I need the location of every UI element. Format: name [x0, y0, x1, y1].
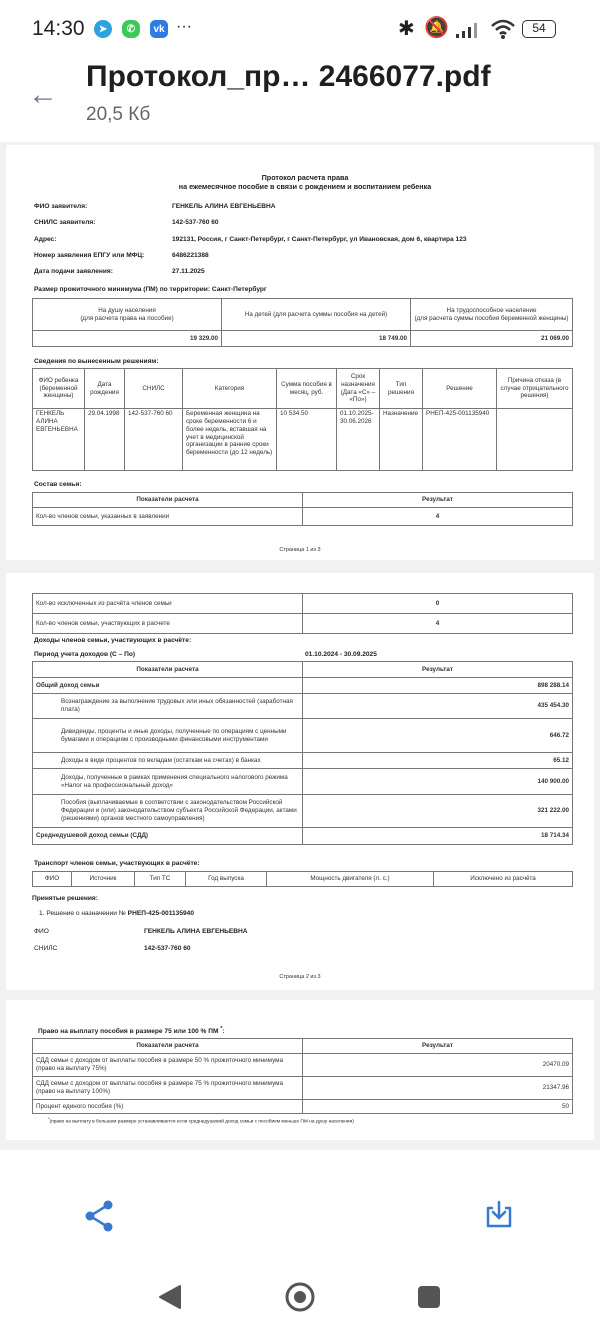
field-label: Дата подачи заявления:	[34, 268, 113, 276]
row-value: 140 900.00	[303, 769, 573, 795]
field-label: СНИЛС заявителя:	[34, 219, 96, 227]
table-row	[33, 828, 573, 845]
column-header: ФИО ребенка (беременной женщины)	[33, 369, 85, 409]
row-label: Общий доход семьи	[33, 678, 303, 694]
page-number: Страница 1 из 3	[279, 547, 321, 553]
pdf-page-3	[6, 1000, 594, 1140]
column-header: Тип решения	[380, 369, 423, 409]
income-heading: Доходы членов семьи, участвующих в расчёте:	[34, 637, 192, 644]
wifi-icon	[490, 18, 516, 40]
row-label: Дивиденды, проценты и иные доходы, полученные по операциям с ценными бумагами и операциям с производными финансовыми инструментами	[33, 719, 303, 753]
column-header: Причина отказа (в случае отрицательного решения)	[497, 369, 573, 409]
snils-value: 142-537-760 60	[144, 945, 191, 952]
clock: 14:30	[32, 17, 85, 40]
pdf-page-1	[6, 145, 594, 560]
row-label: Среднедушевой доход семьи (СДД)	[33, 828, 303, 845]
field-label: Адрес:	[34, 235, 57, 243]
battery-indicator: 54	[522, 20, 556, 38]
column-header: Срок назначения (Дата «С» – «По»)	[337, 369, 380, 409]
column-header: Исключено из расчёта	[434, 872, 573, 887]
page-number: Страница 2 из 3	[279, 974, 321, 980]
snils-label: СНИЛС	[34, 945, 58, 952]
family-table: Показатели расчета Результат Кол-во членов семьи, указанных в заявлении 4	[32, 492, 573, 526]
decisions-heading: Сведения по вынесенным решениям:	[34, 358, 159, 365]
column-header: Дата рождения	[85, 369, 125, 409]
field-value: ГЕНКЕЛЬ АЛИНА ЕВГЕНЬЕВНА	[172, 203, 276, 210]
period-label: Период учета доходов (С – По)	[34, 651, 136, 658]
share-icon[interactable]	[84, 1200, 114, 1232]
row-label: Вознаграждение за выполнение трудовых или иных обязанностей (заработная плата)	[33, 694, 303, 719]
row-label: Доходы в виде процентов по вкладам (остаткам на счетах) в банках	[33, 753, 303, 769]
table-cell: 142-537-760 60	[125, 409, 183, 471]
field-value: 142-537-760 60	[172, 219, 219, 227]
pdf-page-2	[6, 573, 594, 990]
column-header: ФИО	[33, 872, 72, 887]
pm-heading: Размер прожиточного минимума (ПМ) по территории: Санкт-Петербург	[34, 286, 267, 293]
table-cell: РНЕП-425-001135940	[423, 409, 497, 471]
table-row	[33, 678, 573, 694]
table-cell: ГЕНКЕЛЬ АЛИНА ЕВГЕНЬЕВНА	[33, 409, 85, 471]
decisions-table	[32, 368, 573, 471]
column-header: Мощность двигателя (л. с.)	[267, 872, 434, 887]
family-heading: Состав семьи:	[34, 481, 82, 488]
column-header: СНИЛС	[125, 369, 183, 409]
fio-value: ГЕНКЕЛЬ АЛИНА ЕВГЕНЬЕВНА	[144, 928, 248, 935]
home-circle-icon[interactable]	[284, 1281, 316, 1313]
family-table-cont: Кол-во исключенных из расчёта членов семьи 0 Кол-во членов семьи, участвующих в расчете 4	[32, 593, 573, 634]
income-table: Показатели расчета Результат Общий доход семьи 898 288.14 Вознаграждение за выполнение трудовых или иных обязанностей (заработная плата) 435 454.30 Дивиденды, проценты и иные доходы, полученные по операциям с ценными бумагами и операциям с производными финансовыми инструментами 646.72 Доходы в виде процентов по вкладам (остаткам на счетах) в банках 65.12 Доходы, полученные в рамках применения специального налогового режима «Налог на профессиональный доход» 140 900.00 Пособия (выплачиваемые в соответствии с законодательством Российской Федерации и (или) законодательством субъекта Российской Федерации, актами (решениями) органов местного самоуправления) 321 222.00 Среднедушевой доход семьи (СДД) 18 714.34	[32, 661, 573, 845]
telegram-icon: ➤	[94, 20, 112, 38]
row-label: Пособия (выплачиваемые в соответствии с законодательством Российской Федерации и (или) законодательством субъекта Российской Федерации, актами (решениями) органов местного самоуправления)	[33, 795, 303, 828]
table-cell: 01.10.2025-30.06.2026	[337, 409, 380, 471]
footnote: *(право на выплату в большем размере устанавливается если среднедушевой доход семьи с пособием меньше ПМ на душу населения)	[48, 1116, 354, 1125]
back-arrow-icon[interactable]: ←	[28, 78, 58, 111]
table-cell: Беременная женщина на сроке беременности 6 и более недель, вставшая на учет в медицинской организации в ранние сроки беременности (до 12 недель)	[183, 409, 277, 471]
pm-table: На душу населения (для расчета права на пособие) На детей (для расчета суммы пособия на детей) На трудоспособное население (для расчета суммы пособия беременной женщины) 19 329.00 18 749.00 21 069.00	[32, 298, 573, 347]
column-header: Тип ТС	[135, 872, 186, 887]
signal-icon	[456, 22, 482, 38]
table-row	[33, 694, 573, 719]
row-value: 65.12	[303, 753, 573, 769]
field-label: ФИО заявителя:	[34, 203, 88, 210]
column-header: Год выпуска	[186, 872, 267, 887]
table-cell: Назначение	[380, 409, 423, 471]
transport-heading: Транспорт членов семьи, участвующих в расчёте:	[34, 860, 200, 867]
row-value: 321 222.00	[303, 795, 573, 828]
bottom-toolbar	[0, 1150, 600, 1260]
status-bar	[0, 0, 600, 60]
column-header: Категория	[183, 369, 277, 409]
table-cell	[497, 409, 573, 471]
field-value: 27.11.2025	[172, 268, 205, 276]
file-title: Протокол_пр… 2466077.pdf	[86, 60, 491, 93]
column-header: Решение	[423, 369, 497, 409]
table-row	[33, 769, 573, 795]
table-row	[33, 795, 573, 828]
row-value: 898 288.14	[303, 678, 573, 694]
field-value: 192131, Россия, г Санкт-Петербург, г Санкт-Петербург, ул Ивановская, дом 6, квартира 123	[172, 235, 467, 243]
table-cell: 10 534.50	[277, 409, 337, 471]
entitlement-table: Показатели расчета Результат СДД семьи с доходом от выплаты пособия в размере 50 % прожиточного минимума (право на выплату 75%) 20470.09 СДД семьи с доходом от выплаты пособия в размере 75 % прожиточного минимума (право на выплату 100%) 21347.96 Процент единого пособия (%) 50	[32, 1038, 573, 1114]
row-value: 18 714.34	[303, 828, 573, 845]
file-size: 20,5 Кб	[86, 104, 151, 125]
row-label: Доходы, полученные в рамках применения специального налогового режима «Налог на профессиональный доход»	[33, 769, 303, 795]
table-row	[33, 753, 573, 769]
column-header: Источник	[72, 872, 135, 887]
row-value: 435 454.30	[303, 694, 573, 719]
whatsapp-icon: ✆	[122, 20, 140, 38]
recents-square-icon[interactable]	[418, 1286, 440, 1308]
back-triangle-icon[interactable]	[158, 1284, 182, 1310]
decision-item: 1. Решение о назначении № РНЕП-425-001135940	[39, 910, 195, 917]
fio-label: ФИО	[34, 928, 49, 935]
field-value: 6486221388	[172, 251, 209, 259]
accepted-decisions-heading: Принятые решения:	[32, 895, 98, 902]
row-value: 646.72	[303, 719, 573, 753]
table-cell: 29.04.1998	[85, 409, 125, 471]
period-value: 01.10.2024 - 30.09.2025	[305, 651, 377, 658]
bluetooth-icon: ✱	[398, 18, 415, 40]
table-row	[33, 719, 573, 753]
doc-title: Протокол расчета права на ежемесячное пособие в связи с рождением и воспитанием ребенка	[178, 173, 432, 191]
entitlement-heading: Право на выплату пособия в размере 75 или 100 % ПМ *:	[38, 1026, 225, 1036]
vk-icon: vk	[150, 20, 168, 38]
field-label: Номер заявления ЕПГУ или МФЦ:	[34, 251, 145, 259]
muted-bell-icon: 🔕	[424, 17, 449, 39]
system-nav-bar	[0, 1260, 600, 1332]
more-notifications: ···	[176, 18, 192, 35]
download-icon[interactable]	[484, 1200, 514, 1230]
column-header: Сумма пособия в месяц, руб.	[277, 369, 337, 409]
transport-table	[32, 871, 573, 887]
